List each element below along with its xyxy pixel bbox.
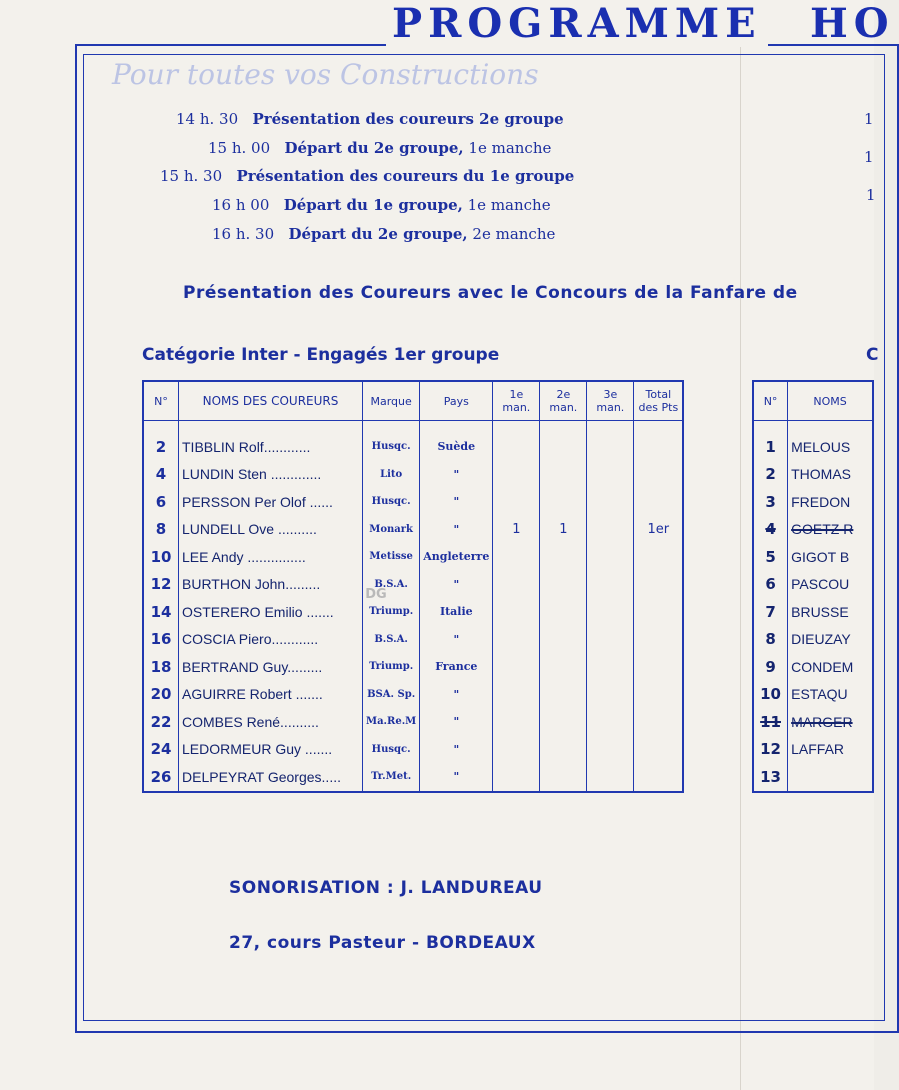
score-m1 <box>493 598 540 626</box>
score-m3 <box>587 488 634 516</box>
rider-marque: B.S.A. <box>363 571 420 599</box>
rider-name: DELPEYRAT Georges..... <box>179 763 363 792</box>
table-row <box>143 598 683 626</box>
rider-country: " <box>420 681 493 709</box>
score-m3 <box>587 736 634 764</box>
rider-number: 6 <box>143 488 179 516</box>
col-header-num: N° <box>753 381 788 421</box>
rider-number: 9 <box>753 653 788 681</box>
table-row <box>143 461 683 489</box>
right-column-num: 1 <box>864 110 874 128</box>
score-m2 <box>540 626 587 654</box>
rider-country: France <box>420 653 493 681</box>
col-header-num: N° <box>143 381 179 421</box>
score-m3 <box>587 598 634 626</box>
rider-number: 12 <box>753 736 788 764</box>
col-header-m2: 2e man. <box>540 381 587 421</box>
rider-country: " <box>420 488 493 516</box>
score-m2 <box>540 653 587 681</box>
score-total <box>634 488 684 516</box>
rider-number: 3 <box>753 488 788 516</box>
col-header-m1: 1e man. <box>493 381 540 421</box>
table-row <box>753 653 873 681</box>
score-total <box>634 653 684 681</box>
score-total <box>634 626 684 654</box>
rider-name: CONDEM <box>788 653 873 681</box>
score-total <box>634 571 684 599</box>
rider-name: PASCOU <box>788 571 873 599</box>
rider-number: 10 <box>143 543 179 571</box>
table-row <box>753 543 873 571</box>
table-row <box>753 433 873 461</box>
col-header-names: NOMS DES COUREURS <box>179 381 363 421</box>
presentation-line: Présentation des Coureurs avec le Concours de la Fanfare de <box>183 283 798 303</box>
score-m2 <box>540 433 587 461</box>
rider-number: 11 <box>753 708 788 736</box>
rider-number: 7 <box>753 598 788 626</box>
rider-number: 4 <box>753 516 788 544</box>
rider-name: FREDON <box>788 488 873 516</box>
riders-table-right <box>752 380 874 793</box>
rider-number: 16 <box>143 626 179 654</box>
table-row <box>753 681 873 709</box>
score-total <box>634 461 684 489</box>
rider-name: COSCIA Piero............ <box>179 626 363 654</box>
table-header-row <box>753 381 873 421</box>
score-m1 <box>493 763 540 792</box>
table-row <box>143 433 683 461</box>
rider-name: PERSSON Per Olof ...... <box>179 488 363 516</box>
score-m2 <box>540 488 587 516</box>
rider-name: LEE Andy ............... <box>179 543 363 571</box>
page-title-continuation: HO <box>810 0 895 47</box>
rider-country: " <box>420 461 493 489</box>
rider-country: " <box>420 708 493 736</box>
score-total <box>634 543 684 571</box>
score-m3 <box>587 543 634 571</box>
table-row <box>143 736 683 764</box>
rider-marque: Husqc. <box>363 736 420 764</box>
score-m3 <box>587 708 634 736</box>
score-m1 <box>493 571 540 599</box>
score-m3 <box>587 626 634 654</box>
table-row <box>753 516 873 544</box>
score-m3 <box>587 461 634 489</box>
col-header-marque: Marque <box>363 381 420 421</box>
page-title: PROGRAMME <box>386 0 768 47</box>
schedule-line-1: 14 h. 30 Présentation des coureurs 2e groupe <box>176 110 564 128</box>
rider-name: TIBBLIN Rolf............ <box>179 433 363 461</box>
rider-marque: Husqc. <box>363 433 420 461</box>
rider-name: OSTERERO Emilio ....... <box>179 598 363 626</box>
rider-number: 4 <box>143 461 179 489</box>
score-total <box>634 763 684 792</box>
score-m1 <box>493 543 540 571</box>
score-total <box>634 708 684 736</box>
rider-country: " <box>420 516 493 544</box>
col-header-names: NOMS <box>788 381 873 421</box>
score-total: 1er <box>634 516 684 544</box>
table-row <box>753 488 873 516</box>
table-row <box>753 598 873 626</box>
rider-name: BERTRAND Guy......... <box>179 653 363 681</box>
rider-number: 20 <box>143 681 179 709</box>
rider-number: 24 <box>143 736 179 764</box>
score-m1 <box>493 488 540 516</box>
score-total <box>634 433 684 461</box>
schedule-line-4: 16 h 00 Départ du 1e groupe, 1e manche <box>212 196 551 214</box>
score-total <box>634 681 684 709</box>
score-m2 <box>540 571 587 599</box>
rider-country: " <box>420 571 493 599</box>
score-m2 <box>540 763 587 792</box>
rider-name: GOETZ R <box>788 516 873 544</box>
score-total <box>634 598 684 626</box>
score-total <box>634 736 684 764</box>
table-row <box>753 763 873 792</box>
rider-number: 26 <box>143 763 179 792</box>
score-m1 <box>493 736 540 764</box>
score-m3 <box>587 681 634 709</box>
table-spacer <box>753 421 873 434</box>
score-m3 <box>587 433 634 461</box>
score-m1 <box>493 708 540 736</box>
rider-name: LEDORMEUR Guy ....... <box>179 736 363 764</box>
score-m1 <box>493 653 540 681</box>
table-row <box>143 763 683 792</box>
rider-marque: Lito <box>363 461 420 489</box>
table-row <box>753 626 873 654</box>
rider-number: 12 <box>143 571 179 599</box>
rider-country: Angleterre <box>420 543 493 571</box>
rider-number: 6 <box>753 571 788 599</box>
table-row <box>753 461 873 489</box>
rider-number: 14 <box>143 598 179 626</box>
score-m2 <box>540 461 587 489</box>
schedule-line-2: 15 h. 00 Départ du 2e groupe, 1e manche <box>208 139 552 157</box>
table-row <box>143 708 683 736</box>
table-row <box>143 516 683 544</box>
score-m3 <box>587 571 634 599</box>
rider-marque: Triump. <box>363 598 420 626</box>
score-m2 <box>540 543 587 571</box>
table-row <box>143 543 683 571</box>
rider-marque: Tr.Met. <box>363 763 420 792</box>
table-row <box>143 571 683 599</box>
rider-marque: Husqc. <box>363 488 420 516</box>
rider-name: MARGER <box>788 708 873 736</box>
table-row <box>753 708 873 736</box>
rider-marque: Metisse <box>363 543 420 571</box>
rider-number: 18 <box>143 653 179 681</box>
score-m3 <box>587 516 634 544</box>
rider-marque: B.S.A. <box>363 626 420 654</box>
rider-country: Suède <box>420 433 493 461</box>
score-m2 <box>540 736 587 764</box>
score-m1: 1 <box>493 516 540 544</box>
schedule-line-3: 15 h. 30 Présentation des coureurs du 1e groupe <box>160 167 575 185</box>
rider-name: GIGOT B <box>788 543 873 571</box>
rider-name: BRUSSE <box>788 598 873 626</box>
score-m2 <box>540 598 587 626</box>
rider-name: LUNDELL Ove .......... <box>179 516 363 544</box>
rider-number: 2 <box>143 433 179 461</box>
rider-number: 5 <box>753 543 788 571</box>
table-header-row <box>143 381 683 421</box>
rider-country: Italie <box>420 598 493 626</box>
address-line: 27, cours Pasteur - BORDEAUX <box>229 933 536 953</box>
category-title: Catégorie Inter - Engagés 1er groupe <box>142 345 500 365</box>
rider-number: 22 <box>143 708 179 736</box>
right-column-num: 1 <box>864 148 874 166</box>
rider-number: 8 <box>143 516 179 544</box>
rider-number: 1 <box>753 433 788 461</box>
table-row <box>753 736 873 764</box>
rider-marque: Ma.Re.M <box>363 708 420 736</box>
rider-name: LAFFAR <box>788 736 873 764</box>
col-header-total: Total des Pts <box>634 381 684 421</box>
score-m3 <box>587 653 634 681</box>
rider-country: " <box>420 736 493 764</box>
score-m1 <box>493 681 540 709</box>
rider-name: THOMAS <box>788 461 873 489</box>
sonorisation-line: SONORISATION : J. LANDUREAU <box>229 878 543 898</box>
score-m2: 1 <box>540 516 587 544</box>
table-row <box>143 681 683 709</box>
rider-country: " <box>420 763 493 792</box>
category-title-right: C <box>866 345 879 365</box>
rider-number: 13 <box>753 763 788 792</box>
score-m1 <box>493 433 540 461</box>
score-m2 <box>540 681 587 709</box>
faded-background-text: Pour toutes vos Constructions <box>112 58 539 91</box>
right-column-num: 1 <box>866 186 876 204</box>
rider-name: MELOUS <box>788 433 873 461</box>
table-row <box>143 653 683 681</box>
table-row <box>143 626 683 654</box>
rider-number: 2 <box>753 461 788 489</box>
col-header-pays: Pays <box>420 381 493 421</box>
rider-marque: BSA. Sp. <box>363 681 420 709</box>
rider-name: AGUIRRE Robert ....... <box>179 681 363 709</box>
rider-name: DIEUZAY <box>788 626 873 654</box>
table-spacer <box>143 421 683 434</box>
table-row <box>753 571 873 599</box>
score-m1 <box>493 461 540 489</box>
score-m3 <box>587 763 634 792</box>
rider-number: 8 <box>753 626 788 654</box>
rider-name: LUNDIN Sten ............. <box>179 461 363 489</box>
score-m2 <box>540 708 587 736</box>
rider-marque: Triump. <box>363 653 420 681</box>
rider-name: BURTHON John......... <box>179 571 363 599</box>
rider-marque: Monark <box>363 516 420 544</box>
score-m1 <box>493 626 540 654</box>
table-row <box>143 488 683 516</box>
watermark-stamp: DG <box>365 587 387 602</box>
schedule-line-5: 16 h. 30 Départ du 2e groupe, 2e manche <box>212 225 556 243</box>
col-header-m3: 3e man. <box>587 381 634 421</box>
rider-name: ESTAQU <box>788 681 873 709</box>
rider-name: COMBES René.......... <box>179 708 363 736</box>
rider-country: " <box>420 626 493 654</box>
riders-table <box>142 380 684 793</box>
rider-name <box>788 763 873 792</box>
rider-number: 10 <box>753 681 788 709</box>
